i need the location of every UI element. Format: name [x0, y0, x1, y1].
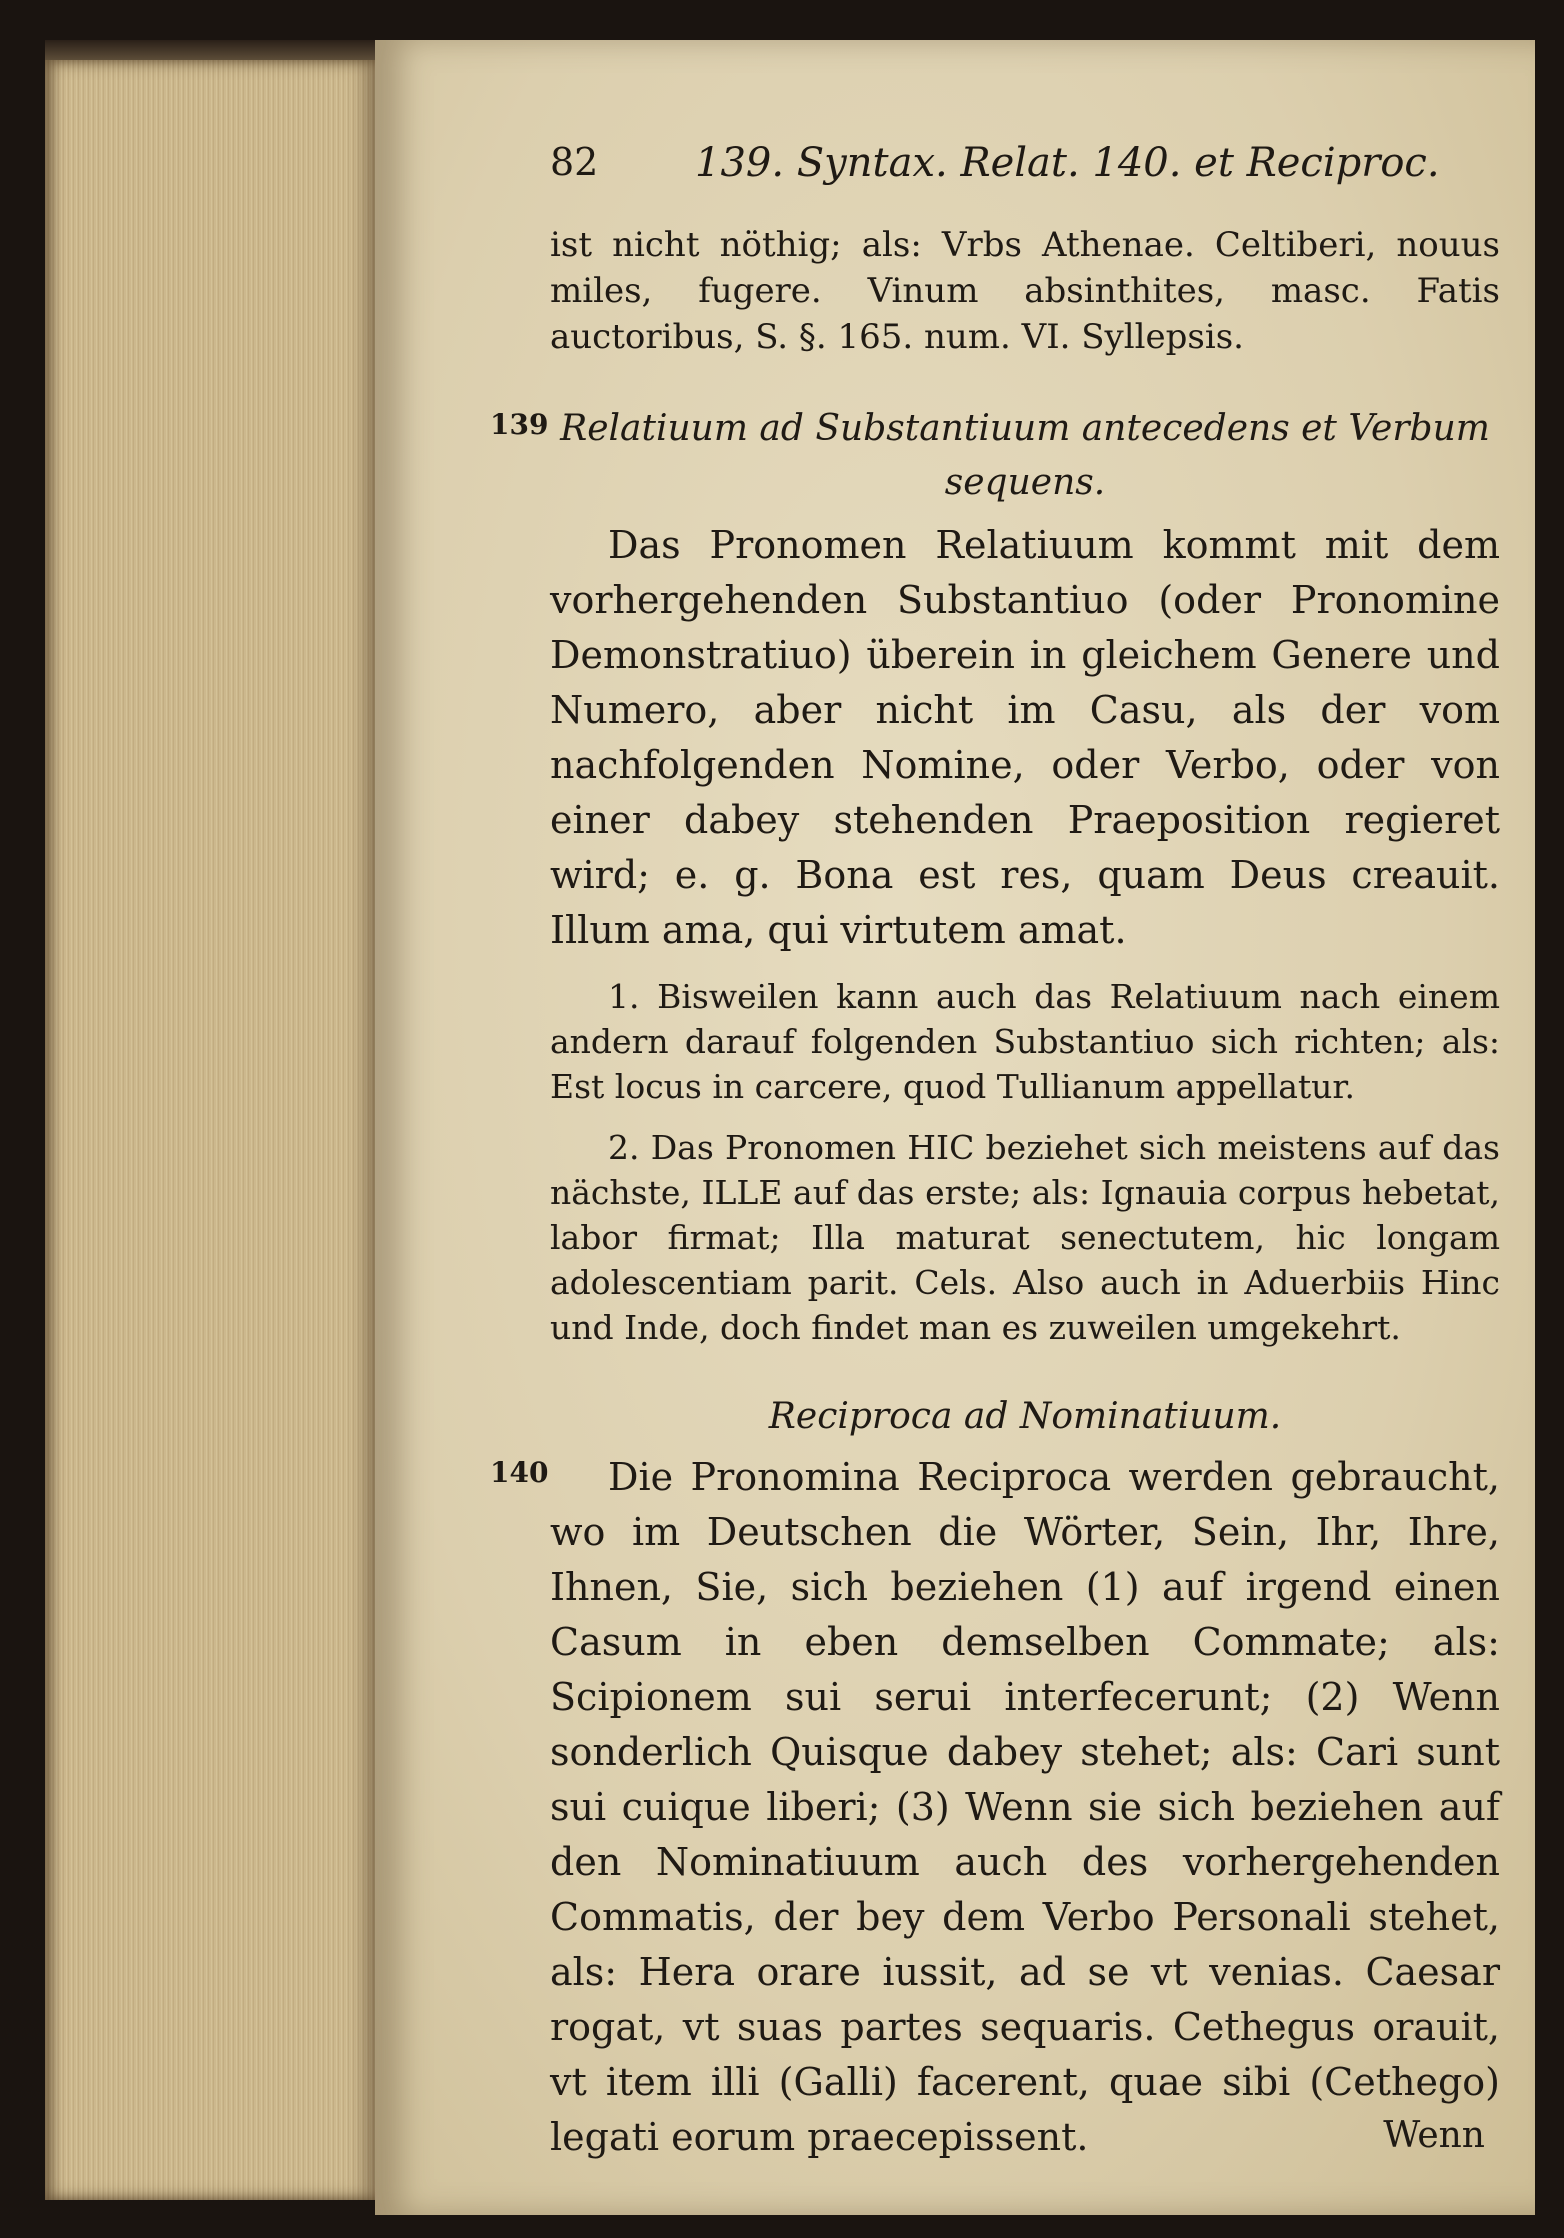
section-140 [490, 1392, 1500, 2165]
section-number-139: 139 [490, 408, 549, 441]
running-head: 139. Syntax. Relat. 140. et Reciproc. [695, 140, 1440, 186]
page-edges [45, 60, 375, 2200]
page-number: 82 [550, 140, 599, 184]
page-content [490, 140, 1500, 2165]
section-paragraph-139: Das Pronomen Relatiuum kommt mit dem vorhergehenden Substantiuo (oder Pronomine Demonstratiuo) überein in gleichem Genere und Numero, aber nicht im Casu, als der vom nachfolgenden Nomine, oder Verbo, oder von einer dabey stehenden Praeposition regieret wird; e. g. Bona est res, quam Deus creauit. Illum ama, qui virtutem amat. [550, 523, 1500, 952]
section-heading-140: Reciproca ad Nominatiuum. [768, 1396, 1282, 1437]
section-number-140: 140 [490, 1456, 549, 1489]
note-1: 1. Bisweilen kann auch das Relatiuum nach einem andern darauf folgenden Substantiuo sich richten; als: Est locus in carcere, quod Tullianum appellatur. [550, 977, 1500, 1106]
page-header [550, 140, 1500, 200]
note-2: 2. Das Pronomen HIC beziehet sich meistens auf das nächste, ILLE auf das erste; als: Ignauia corpus hebetat, labor firmat; Illa maturat senectutem, hic longam adolescentiam parit. Cels. Also auch in Aduerbiis Hinc und Inde, doch findet man es zuweilen umgekehrt. [550, 1128, 1500, 1347]
book-page [375, 40, 1535, 2215]
section-heading-139: Relatiuum ad Substantiuum antecedens et Verbum sequens. [560, 408, 1490, 503]
intro-paragraph: ist nicht nöthig; als: Vrbs Athenae. Celtiberi, nouus miles, fugere. Vinum absinthites, masc. Fatis auctoribus, S. §. 165. num. VI. Syllepsis. [550, 225, 1500, 357]
section-paragraph-140: Die Pronomina Reciproca werden gebraucht, wo im Deutschen die Wörter, Sein, Ihr, Ihre, Ihnen, Sie, sich beziehen (1) auf irgend einen Casum in eben demselben Commate; als: Scipionem sui serui interfecerunt; (2) Wenn sonderlich Quisque dabey stehet; als: Cari sunt sui cuique liberi; (3) Wenn sie sich beziehen auf den Nominatiuum auch des vorhergehenden Commatis, der bey dem Verbo Personali stehet, als: Hera orare iussit, ad se vt venias. Caesar rogat, vt suas partes sequaris. Cethegus orauit, vt item illi (Galli) facerent, quae sibi (Cethego) legati eorum praecepissent. [550, 1455, 1500, 2159]
catchword: Wenn [1383, 2115, 1485, 2156]
section-139 [490, 402, 1500, 1350]
